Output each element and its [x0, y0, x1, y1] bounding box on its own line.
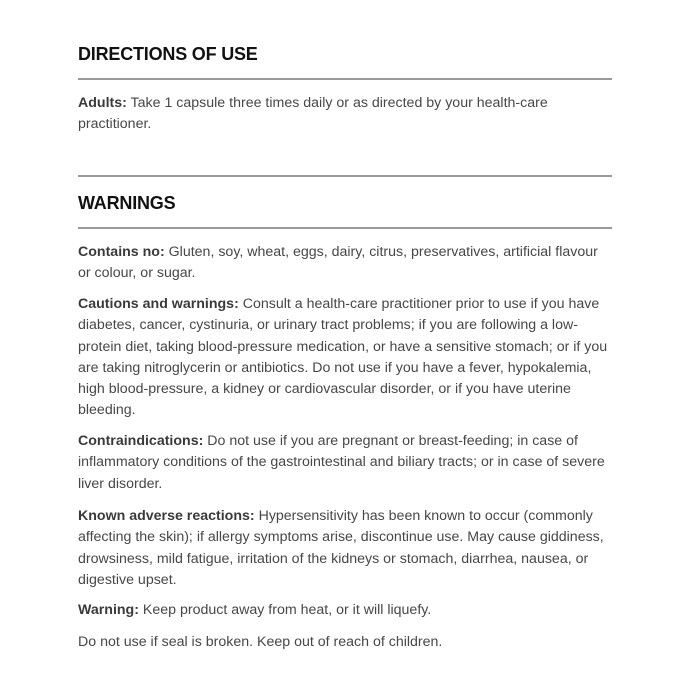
directions-adults [78, 93, 612, 136]
contraindications-paragraph [78, 431, 612, 495]
warnings-heading: WARNINGS [78, 193, 176, 213]
divider [78, 78, 612, 80]
contra-text: Do not use if you are pregnant or breast-feeding; in case of inflammatory conditions of the gastrointestinal and biliary tracts; or in case of severe liver disorder. [78, 433, 605, 492]
contains-text: Gluten, soy, wheat, eggs, dairy, citrus, preservatives, artificial flavour or colour, or sugar. [78, 244, 598, 282]
divider [78, 227, 612, 229]
adults-text: Take 1 capsule three times daily or as directed by your health-care practitioner. [78, 95, 548, 133]
adverse-text: Hypersensitivity has been known to occur (commonly affecting the skin); if allergy symptoms arise, discontinue use. May cause giddiness, drowsiness, mild fatigue, irritation of the kidneys or stomach, diarrhea, nausea, or digestive upset. [78, 508, 604, 588]
adverse-reactions-paragraph [78, 506, 612, 591]
warning-text: Keep product away from heat, or it will liquefy. [138, 602, 432, 618]
adverse-label: Known adverse reactions: [78, 508, 255, 524]
cautions-text: Consult a health-care practitioner prior to use if you have diabetes, cancer, cystinuria, or urinary tract problems; if you are following a low-protein diet, taking blood-pressure medication, or have a sensitive stomach; or if you are taking nitroglycerin or antibiotics. Do not use if you have a fever, hypokalemia, high blood-pressure, a kidney or cardiovascular disorder, or if you have uterine bleeding. [78, 296, 608, 419]
contains-label: Contains no: [78, 244, 165, 260]
contains-no-paragraph [78, 242, 612, 285]
warning-label: Warning: [78, 602, 139, 618]
adults-label: Adults: [78, 95, 127, 111]
directions-heading: DIRECTIONS OF USE [78, 44, 258, 64]
warning-paragraph [78, 600, 612, 621]
seal-paragraph: Do not use if seal is broken. Keep out of reach of children. [78, 634, 443, 650]
divider [78, 175, 612, 177]
cautions-paragraph [78, 294, 612, 422]
cautions-label: Cautions and warnings: [78, 296, 239, 312]
contra-label: Contraindications: [78, 433, 204, 449]
